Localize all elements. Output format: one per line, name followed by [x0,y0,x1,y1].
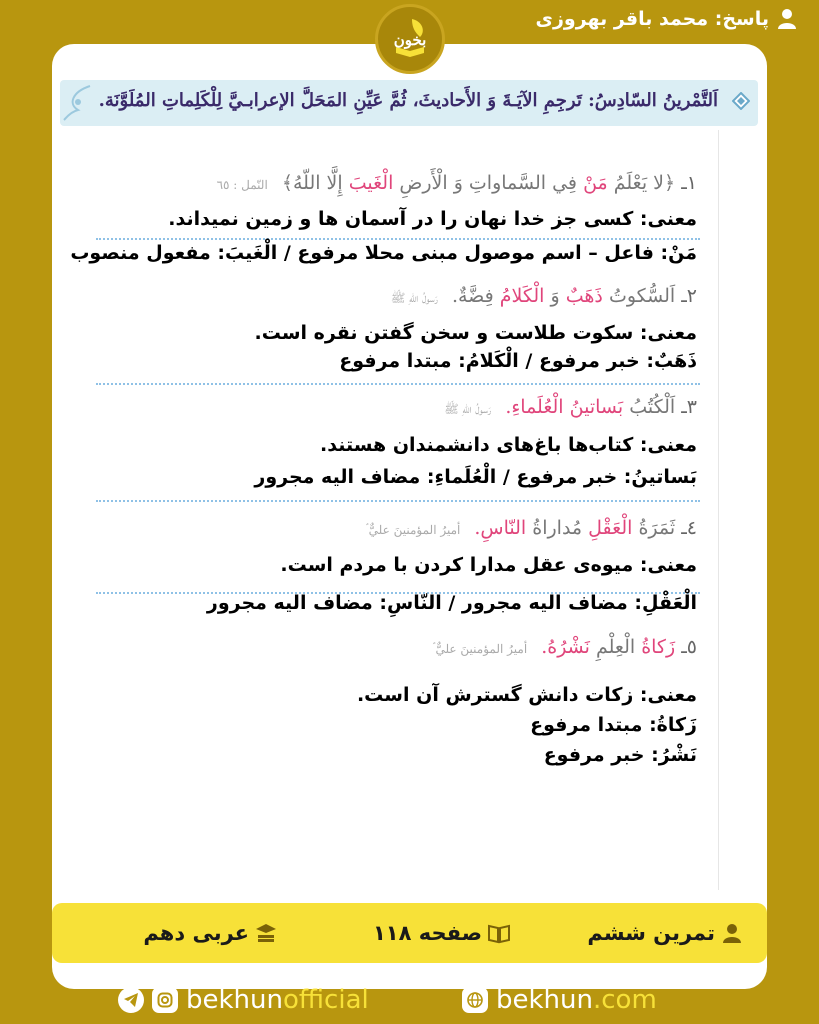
item-3-grammar: بَساتينُ: خبر مرفوع / الْعُلَماءِ: مضاف اليه مجرور [254,466,697,488]
exercise-label: تمرین ششم [587,921,715,945]
verse-text: اَلسُّکوتُ [608,285,676,307]
website-link[interactable] [462,980,657,1020]
colored-word: الْعُلَماءِ. [505,396,564,418]
answerer-text: پاسخ: محمد باقر بهروزی [535,8,769,30]
verse-text: ﴿لا يَعْلَمُ [613,172,676,194]
dotted-divider [96,383,700,385]
books-icon [255,922,277,944]
item-1-grammar: مَنْ: فاعل – اسم موصول مبنی محلا مرفوع / الْغَيبَ: مفعول منصوب [70,242,697,264]
item-5-grammar-1: زَکاةُ: مبتدا مرفوع [530,714,697,736]
book-badge [143,921,277,945]
site-text [496,985,657,1015]
logo-text: بخون [393,31,427,49]
verse-text: ثَمَرَةُ [638,517,676,539]
bekhun-logo [375,4,445,74]
item-4-verse [366,517,697,539]
student-icon [721,922,743,944]
item-1-meaning: معنی: کسی جز خدا نهان را در آسمان ها و زمین نمیداند. [168,208,697,230]
item-2-grammar: ذَهَبٌ: خبر مرفوع / الْكَلامُ: مبتدا مرفوع [339,350,697,372]
item-number: ٢ـ [681,285,697,307]
exercise-header [60,80,758,126]
social-text [186,985,369,1015]
colored-word: نَشْرُهُ. [541,636,590,658]
social-prefix: bekhun [186,985,283,1015]
item-3-meaning: معنی: کتاب‌ها باغ‌های دانشمندان هستند. [320,434,697,456]
diamond-icon [732,92,750,110]
colored-word: الْغَيبَ [348,172,394,194]
exercise-title: اَلتَّمْرينُ السّادِسُ: تَرجِمِ الآيَـةَ وَ الأَحاديثَ، ثُمَّ عَيِّنِ المَحَلَّ الإعرابـيَّ لِلْکَلِماتِ المُلَوَّنَة. [98,90,718,111]
margin-line [718,130,719,890]
telegram-icon[interactable] [118,987,144,1013]
book-open-icon [488,922,510,944]
item-number: ٣ـ [681,396,697,418]
item-3-verse [444,396,697,419]
bottom-info-bar [52,903,767,963]
globe-icon[interactable] [462,987,488,1013]
page-label: صفحه ۱۱۸ [372,921,482,945]
verse-source: رَسولُ اللهِ ﷺ [390,291,438,305]
instagram-icon[interactable] [152,987,178,1013]
colored-word: بَساتينُ [569,396,624,418]
social-handle[interactable] [118,980,369,1020]
verse-text: وَ [550,285,560,307]
answerer-label [536,8,797,30]
item-5-meaning: معنی: زکات دانش گسترش آن است. [356,684,697,706]
verse-source: رَسولُ اللهِ ﷺ [444,402,492,416]
verse-source: أميرُ المؤمنينَ عليٌّ ؑ [432,642,528,656]
verse-text: فِي السَّماواتِ وَ الْأَرضِ [399,172,578,194]
colored-word: زَکاةُ [641,636,676,658]
item-number: ٤ـ [681,517,697,539]
person-icon [777,8,797,30]
flourish-icon [62,84,92,122]
colored-word: مَنْ [583,172,608,194]
colored-word: الْکَلامُ [499,285,545,307]
item-number: ٥ـ [681,636,697,658]
item-4-grammar: الْعَقْلِ: مضاف اليه مجرور / النّاسِ: مضاف اليه مجرور [206,592,697,614]
item-5-grammar-2: نَشْرُ: خبر مرفوع [543,744,697,766]
item-number: ١ـ [681,172,697,194]
colored-word: النّاسِ. [474,517,527,539]
dotted-divider [96,500,700,502]
verse-text: فِضَّةٌ. [451,285,494,307]
verse-source: النّمل : ٦٥ [216,178,268,192]
site-prefix: bekhun [496,985,593,1015]
item-1-verse [217,172,697,194]
verse-source: أميرُ المؤمنينَ عليٌّ ؑ [365,523,461,537]
item-2-verse [391,285,697,308]
verse-text: الْعِلْمِ [595,636,636,658]
verse-text: مُداراةُ [532,517,583,539]
colored-word: الْعَقْلِ [588,517,633,539]
book-label: عربی دهم [143,921,249,945]
item-5-verse [432,636,697,658]
logo-icon [382,11,438,67]
item-4-meaning: معنی: میوه‌ی عقل مدارا کردن با مردم است. [280,554,697,576]
page-badge [373,921,510,945]
verse-text: إِلَّا اللّهُ﴾ [281,172,343,194]
colored-word: ذَهَبٌ [565,285,603,307]
exercise-badge [587,921,743,945]
site-suffix: .com [593,985,657,1015]
social-suffix: official [283,985,369,1015]
dotted-divider [96,238,700,240]
item-2-meaning: معنی: سکوت طلاست و سخن گفتن نقره است. [254,322,697,344]
verse-text: اَلْکُتُبُ [629,396,676,418]
